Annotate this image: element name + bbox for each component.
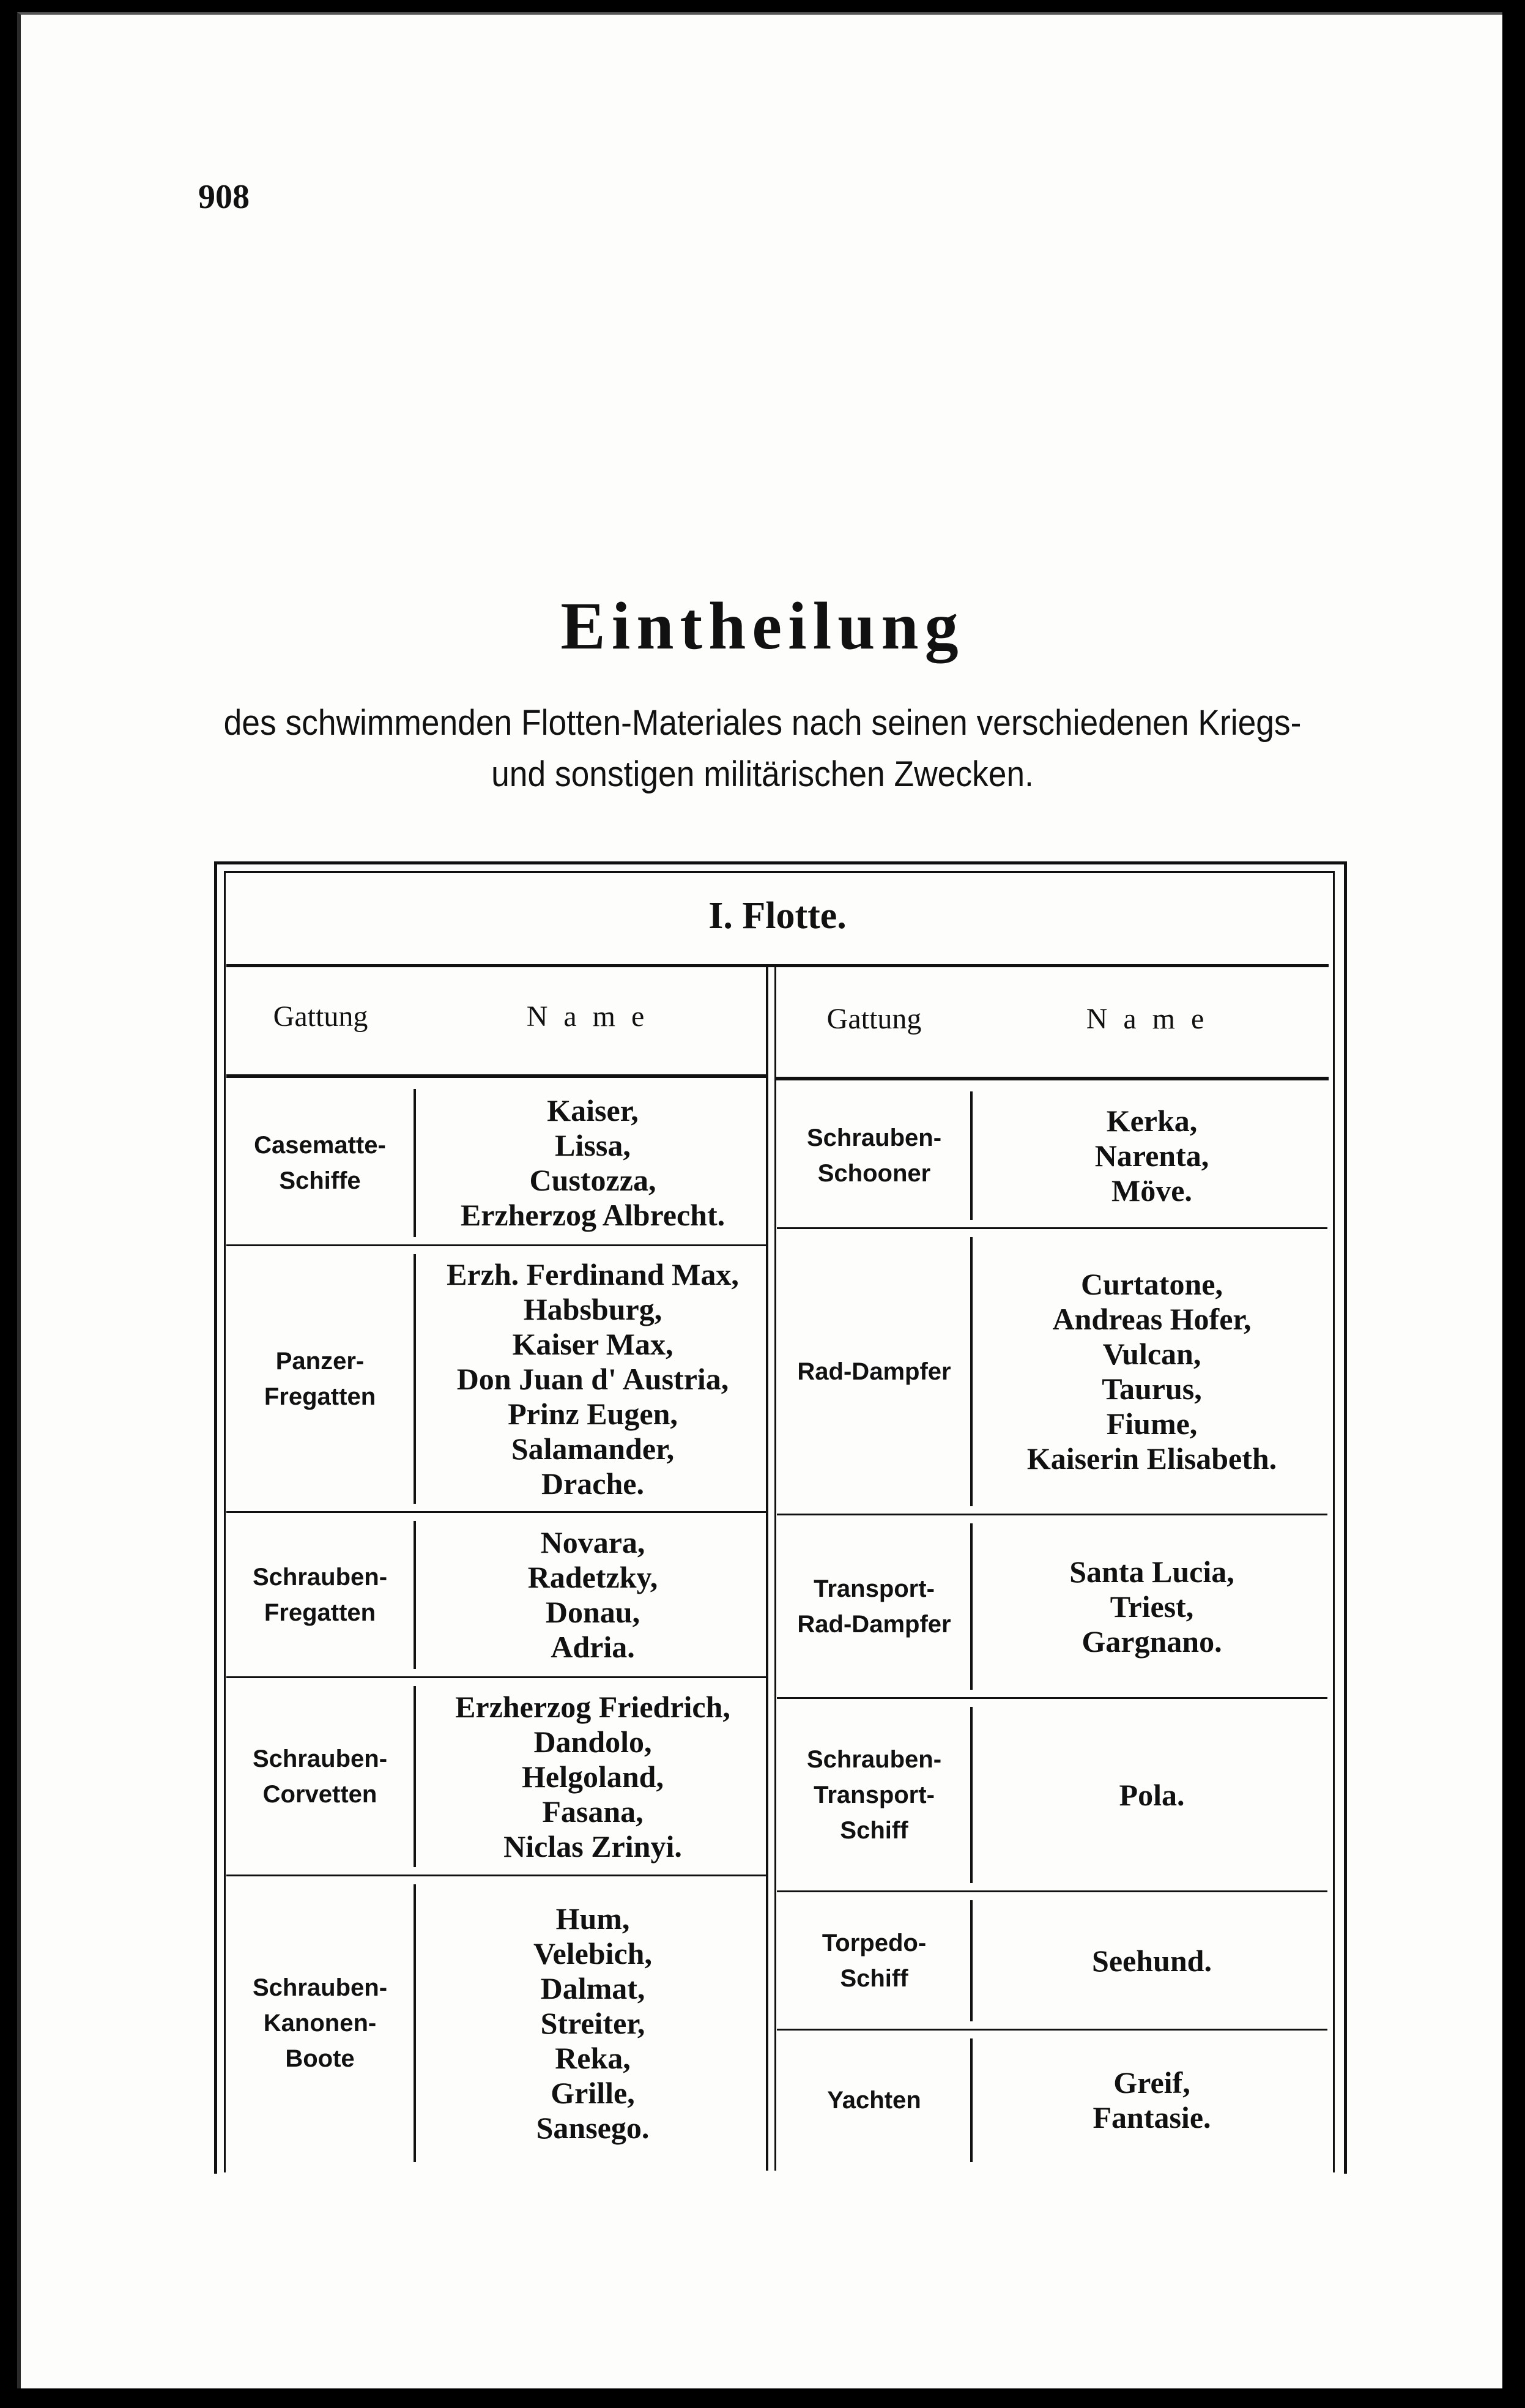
ship-name: Erzherzog Friedrich, (455, 1689, 730, 1724)
subtitle-line-1: des schwimmenden Flotten-Materiales nach seinen verschiedenen Kriegs- (223, 703, 1302, 743)
left-column-divider (414, 1254, 416, 1504)
ship-name: Seehund. (1092, 1943, 1212, 1978)
ship-name: Novara, (540, 1525, 645, 1559)
ship-name: Erzherzog Albrecht. (460, 1198, 725, 1232)
left-column-divider (414, 1686, 416, 1867)
right-gattung-cell: Transport- Rad-Dampfer (797, 1575, 951, 1638)
ship-name: Curtatone, (1081, 1267, 1223, 1301)
right-names-cell (975, 1228, 1329, 1515)
ship-name: Adria. (551, 1630, 635, 1664)
page-number: 908 (198, 178, 250, 216)
left-column-divider (414, 1521, 416, 1669)
left-gattung-cell: Casematte- Schiffe (254, 1132, 386, 1194)
right-names-cell (975, 1698, 1329, 1892)
right-gattung-cell: Schrauben- Transport- Schiff (806, 1746, 942, 1844)
ship-name: Kaiser, (547, 1093, 639, 1128)
left-names-cell (418, 1512, 767, 1678)
ship-name: Möve. (1111, 1173, 1192, 1208)
center-divider-right (774, 967, 776, 2171)
right-names-cell (975, 1892, 1329, 2030)
right-names-cell (975, 1083, 1329, 1228)
ship-name: Greif, (1113, 2065, 1190, 2100)
ship-name: Gargnano. (1082, 1624, 1222, 1659)
page-title: Eintheilung (560, 589, 965, 663)
ship-name: Fiume, (1106, 1407, 1198, 1441)
right-gattung-cell: Torpedo- Schiff (822, 1930, 927, 1992)
ship-name: Kaiser Max, (512, 1326, 673, 1361)
ship-name: Donau, (545, 1595, 640, 1629)
ship-name: Sansego. (536, 2110, 650, 2145)
right-gattung-cell: Yachten (827, 2087, 921, 2114)
ship-name: Don Juan d' Austria, (456, 1361, 729, 1396)
right-column-divider (970, 1091, 973, 1220)
ship-name: Reka, (555, 2040, 631, 2075)
ship-name: Santa Lucia, (1069, 1554, 1234, 1589)
ship-name: Narenta, (1094, 1138, 1209, 1173)
ship-name: Kerka, (1106, 1103, 1198, 1138)
ship-name: Andreas Hofer, (1052, 1302, 1252, 1336)
ship-name: Dandolo, (533, 1724, 652, 1759)
ship-name: Fasana, (542, 1794, 644, 1829)
section-title: I. Flotte. (708, 895, 847, 937)
right-column-divider (970, 1707, 973, 1883)
ship-name: Pola. (1119, 1777, 1185, 1812)
right-names-cell (975, 2030, 1329, 2171)
section-divider (226, 964, 1329, 967)
left-gattung-cell: Panzer- Fregatten (264, 1348, 376, 1410)
left-gattung-cell: Schrauben- Corvetten (252, 1745, 388, 1808)
header-rule-right (776, 1077, 1329, 1080)
ship-name: Velebich, (533, 1936, 652, 1971)
ship-name: Prinz Eugen, (508, 1396, 678, 1431)
left-column-divider (414, 1884, 416, 2162)
ship-name: Niclas Zrinyi. (503, 1829, 682, 1864)
right-column-divider (970, 1237, 973, 1506)
header-name-left: Name (526, 1000, 661, 1033)
ship-name: Vulcan, (1102, 1337, 1201, 1371)
ship-name: Erzh. Ferdinand Max, (447, 1257, 739, 1291)
header-gattung-left: Gattung (273, 1000, 368, 1033)
subtitle-line-2: und sonstigen militärischen Zwecken. (491, 754, 1034, 794)
right-gattung-cell: Rad-Dampfer (797, 1358, 951, 1385)
ship-name: Helgoland, (522, 1759, 664, 1794)
ship-name: Taurus, (1102, 1372, 1202, 1406)
header-rule-left (226, 1074, 767, 1078)
ship-name: Kaiserin Elisabeth. (1026, 1441, 1277, 1476)
ship-name: Hum, (555, 1901, 630, 1936)
right-column-divider (970, 2038, 973, 2162)
header-name-right: Name (1086, 1003, 1220, 1035)
left-names-cell (418, 1080, 767, 1246)
left-gattung-cell: Schrauben- Kanonen- Boote (252, 1974, 388, 2072)
ship-name: Fantasie. (1093, 2100, 1211, 2135)
ship-name: Triest, (1110, 1589, 1194, 1624)
ship-name: Lissa, (555, 1128, 631, 1162)
header-gattung-right: Gattung (826, 1003, 922, 1035)
ship-name: Grille, (551, 2075, 635, 2110)
left-column-divider (414, 1089, 416, 1237)
ship-name: Dalmat, (540, 1971, 645, 2005)
ship-name: Streiter, (540, 2005, 645, 2040)
right-gattung-cell: Schrauben- Schooner (806, 1124, 942, 1187)
right-names-cell (975, 1515, 1329, 1698)
ship-name: Salamander, (511, 1431, 675, 1466)
right-column-divider (970, 1900, 973, 2021)
left-names-cell (418, 1246, 767, 1512)
left-gattung-cell: Schrauben- Fregatten (252, 1564, 388, 1626)
right-column-divider (970, 1523, 973, 1690)
ship-name: Habsburg, (523, 1291, 662, 1326)
left-names-cell (418, 1678, 767, 1876)
left-names-cell (418, 1876, 767, 2171)
ship-name: Radetzky, (527, 1560, 658, 1594)
ship-name: Drache. (541, 1466, 644, 1501)
ship-name: Custozza, (529, 1163, 656, 1197)
